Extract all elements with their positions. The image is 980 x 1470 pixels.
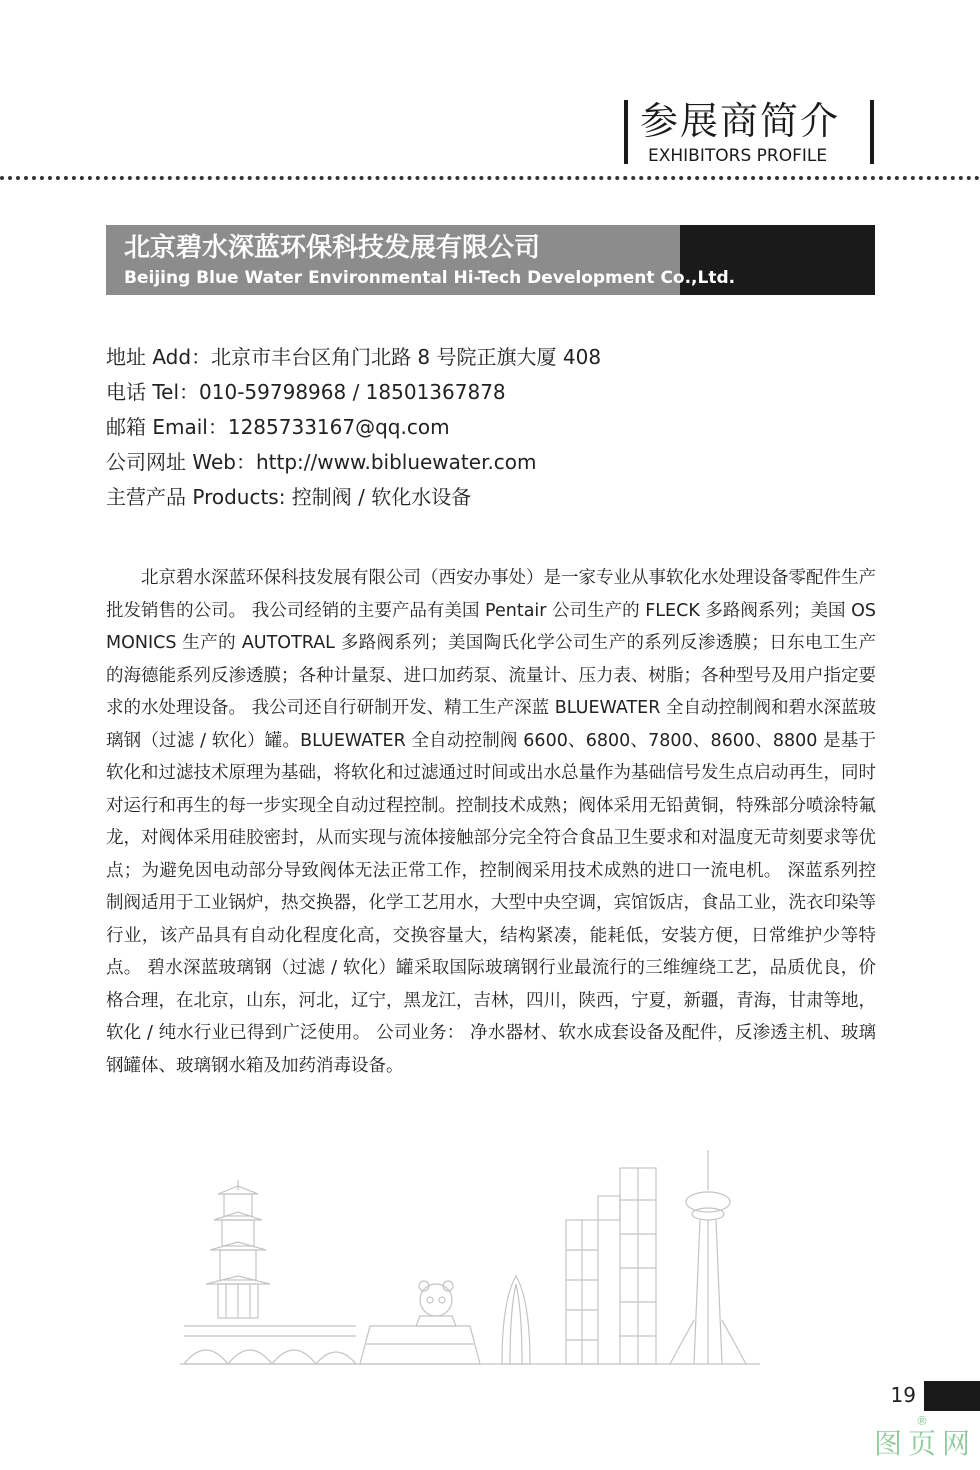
city-skyline-illustration [180,1150,760,1370]
page-number: 19 [890,1383,916,1407]
company-description: 北京碧水深蓝环保科技发展有限公司（西安办事处）是一家专业从事软化水处理设备零配件生产批发销售的公司。 我公司经销的主要产品有美国 Pentair 公司生产的 FLECK 多路阀系列；美国 OSMONICS 生产的 AUTOTRAL 多路阀系列；美国陶氏化学公司生产的系列反渗透膜；日东电工生产的海德能系列反渗透膜；各种计量泵、进口加药泵、流量计、压力表、树脂；各种型号及用户指定要求的水处理设备。 我公司还自行研制开发、精工生产深蓝 BLUEWATER 全自动控制阀和碧水深蓝玻璃钢（过滤 / 软化）罐。BLUEWATER 全自动控制阀 6600、6800、7800、8600、8800 是基于软化和过滤技术原理为基础，将软化和过滤通过时间或出水总量作为基础信号发生点启动再生，同时对运行和再生的每一步实现全自动过程控制。控制技术成熟；阀体采用无铅黄铜，特殊部分喷涂特氟龙，对阀体采用硅胶密封，从而实现与流体接触部分完全符合食品卫生要求和对温度无苛刻要求等优点；为避免因电动部分导致阀体无法正常工作，控制阀采用技术成熟的进口一流电机。 深蓝系列控制阀适用于工业锅炉，热交换器，化学工艺用水，大型中央空调，宾馆饭店，食品工业，洗衣印染等行业，该产品具有自动化程度化高，交换容量大，结构紧凑，能耗低，安装方便，日常维护少等特点。 碧水深蓝玻璃钢（过滤 / 软化）罐采取国际玻璃钢行业最流行的三维缠绕工艺，品质优良，价格合理，在北京，山东，河北，辽宁，黑龙江，吉林，四川，陕西，宁夏，新疆，青海，甘肃等地，软化 / 纯水行业已得到广泛使用。 公司业务： 净水器材、软水成套设备及配件，反渗透主机、玻璃钢罐体、玻璃钢水箱及加药消毒设备。 [106,568,876,1076]
website-line: 公司网址 Web：http://www.bibluewater.com [106,450,537,474]
leaf-tower-drawing [502,1276,530,1364]
contact-info [106,340,866,515]
address-line: 地址 Add：北京市丰台区角门北路 8 号院正旗大厦 408 [106,345,602,369]
phone-line: 电话 Tel：010-59798968 / 18501367878 [106,380,506,404]
panda-monument-drawing [360,1281,480,1364]
section-title-cn: 参展商简介 [640,99,841,143]
header-bar-left [624,100,628,164]
site-watermark: 图页网 [873,1427,976,1460]
company-name-en: Beijing Blue Water Environmental Hi-Tech Development Co.,Ltd. [124,268,736,288]
tv-tower-drawing [670,1150,746,1364]
company-name-cn: 北京碧水深蓝环保科技发展有限公司 [124,233,541,263]
email-line: 邮箱 Email：1285733167@qq.com [106,415,450,439]
registered-mark: ® [916,1414,928,1428]
section-title-en: EXHIBITORS PROFILE [648,146,828,166]
products-line: 主营产品 Products: 控制阀 / 软化水设备 [106,485,472,509]
twin-towers-drawing [566,1168,656,1364]
bridge-drawing [184,1326,356,1364]
pagoda-drawing [206,1180,270,1318]
header-bar-right [870,100,874,164]
page-number-block [924,1381,980,1411]
company-banner [106,225,875,295]
dotted-divider [0,176,980,180]
